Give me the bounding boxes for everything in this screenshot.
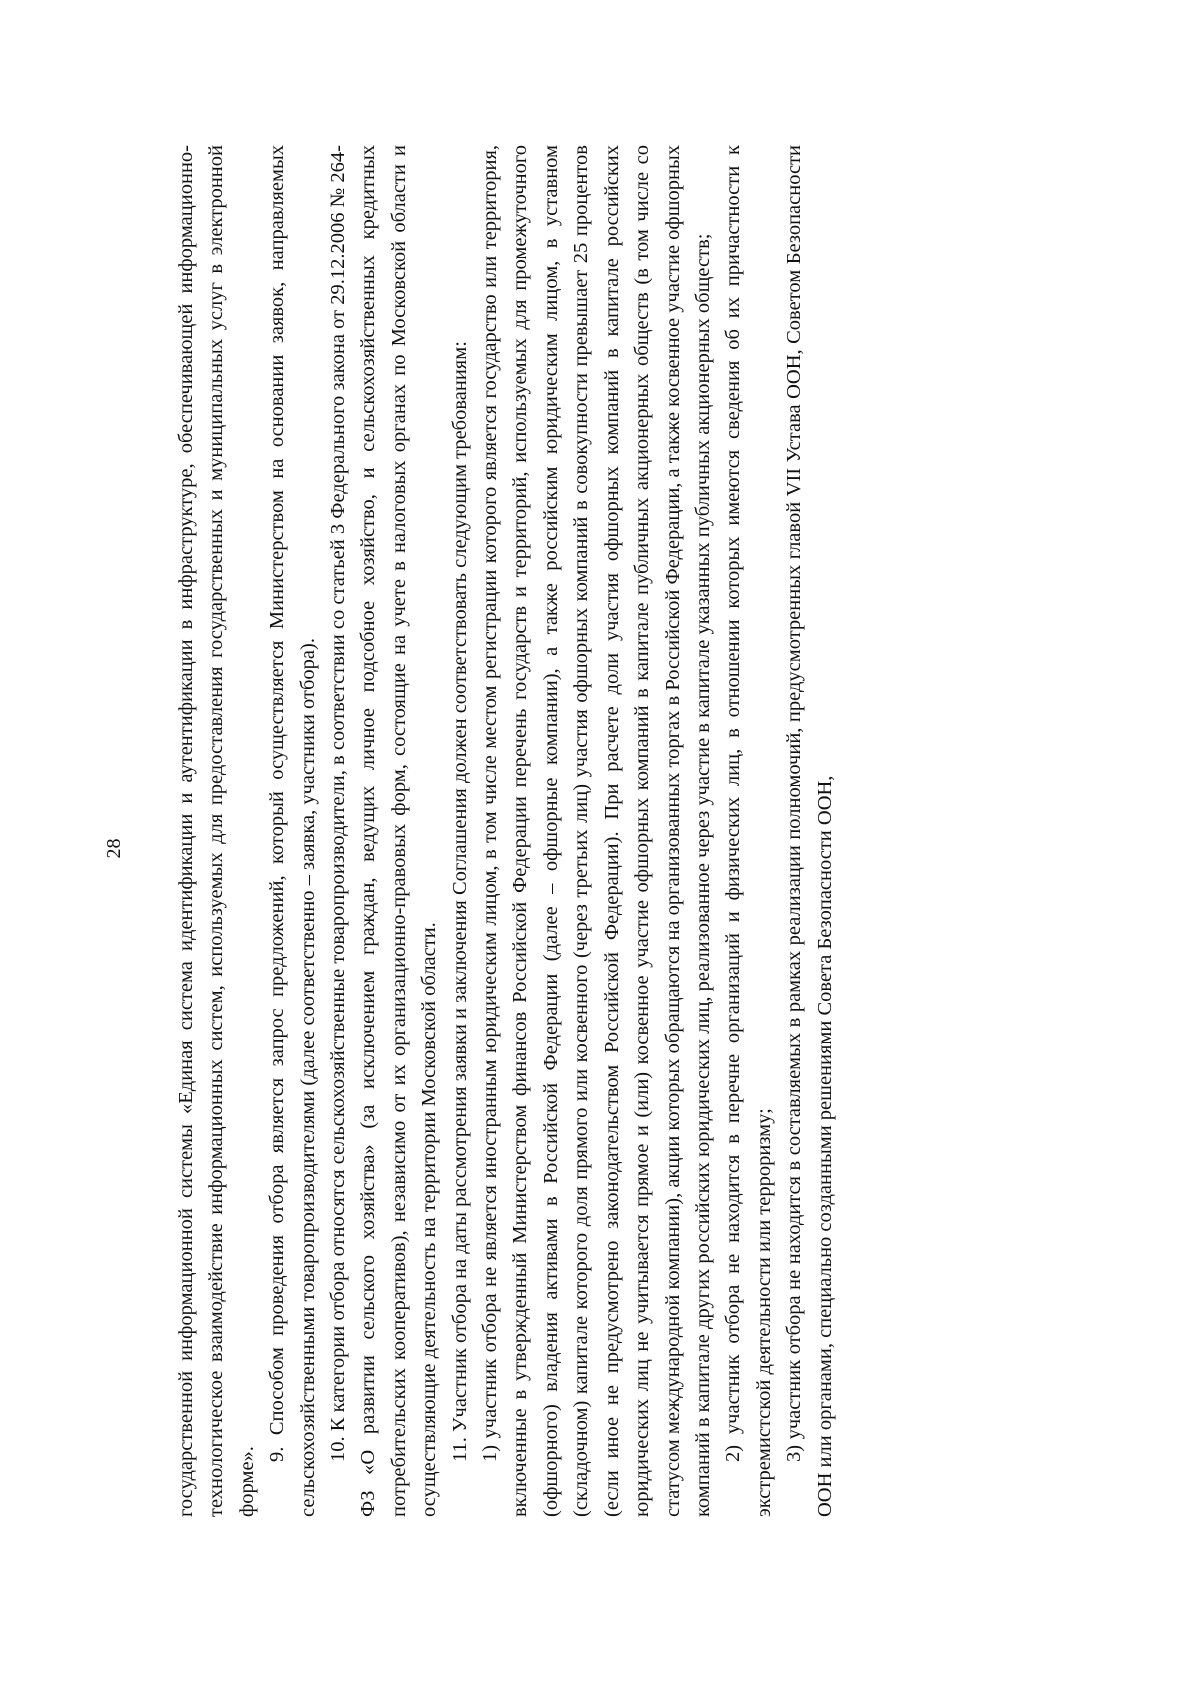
paragraph-item-9: 9. Способом проведения отбора является запрос предложений, который осуществляется Министерством на основании заявок, направляемых сельскохозяйственными товаропроизводителями (далее соответственно – заявка, участники отбора). [266, 145, 319, 1517]
paragraph-item-11: 11. Участник отбора на даты рассмотрения заявки и заключения Соглашения должен соответствовать следующим требованиям: [448, 341, 471, 1462]
page-number: 28 [103, 838, 125, 859]
paragraph-continuation: государственной информационной системы «Единая система идентификации и аутентификации в инфраструктуре, обеспечивающей информационно-технологическое взаимодействие информационных систем, используемых для предоставления государственных и муниципальных услуг в электронной форме». [175, 145, 258, 1517]
paragraph-item-10: 10. К категории отбора относятся сельскохозяйственные товаропроизводители, в соответствии со статьей 3 Федерального закона от 29.12.2006 № 264-ФЗ «О развитии сельского хозяйства» (за исключением граждан, ведущих личное подсобное хозяйство, и сельскохозяйственных кредитных потребительских кооперативов), независимо от их организационно-правовых форм, состоящие на учете в налоговых органах по Московской области и осуществляющие деятельность на территории Московской области. [327, 145, 441, 1517]
paragraph-subitem-2: 2) участник отбора не находится в перечне организаций и физических лиц, в отношении которых имеются сведения об их причастности к экстремистской деятельности или терроризму; [722, 145, 775, 1517]
paragraph-subitem-3: 3) участник отбора не находится в составляемых в рамках реализации полномочий, предусмотренных главой VII Устава ООН, Советом Безопасности ООН или органами, специально созданными решениями Совета Безопасности ООН, [783, 145, 836, 1517]
paragraph-subitem-1: 1) участник отбора не является иностранным юридическим лицом, в том числе местом регистрации которого является государство или территория, включенные в утвержденный Министерством финансов Российской Федерации перечень государств и территорий, используемых для промежуточного (офшорного) владения активами в Российской Федерации (далее – офшорные компании), а также российским юридическим лицом, в уставном (складочном) капитале которого доля прямого или косвенного (через третьих лиц) участия офшорных компаний в совокупности превышает 25 процентов (если иное не предусмотрено законодательством Российской Федерации). При расчете доли участия офшорных компаний в капитале российских юридических лиц не учитывается прямое и (или) косвенное участие офшорных компаний в капитале публичных акционерных обществ (в том числе со статусом международной компании), акции которых обращаются на организованных торгах в Российской Федерации, а также косвенное участие офшорных компаний в капитале других российских юридических лиц, реализованное через участие в капитале указанных публичных акционерных обществ; [479, 145, 714, 1517]
document-body [171, 145, 840, 1517]
